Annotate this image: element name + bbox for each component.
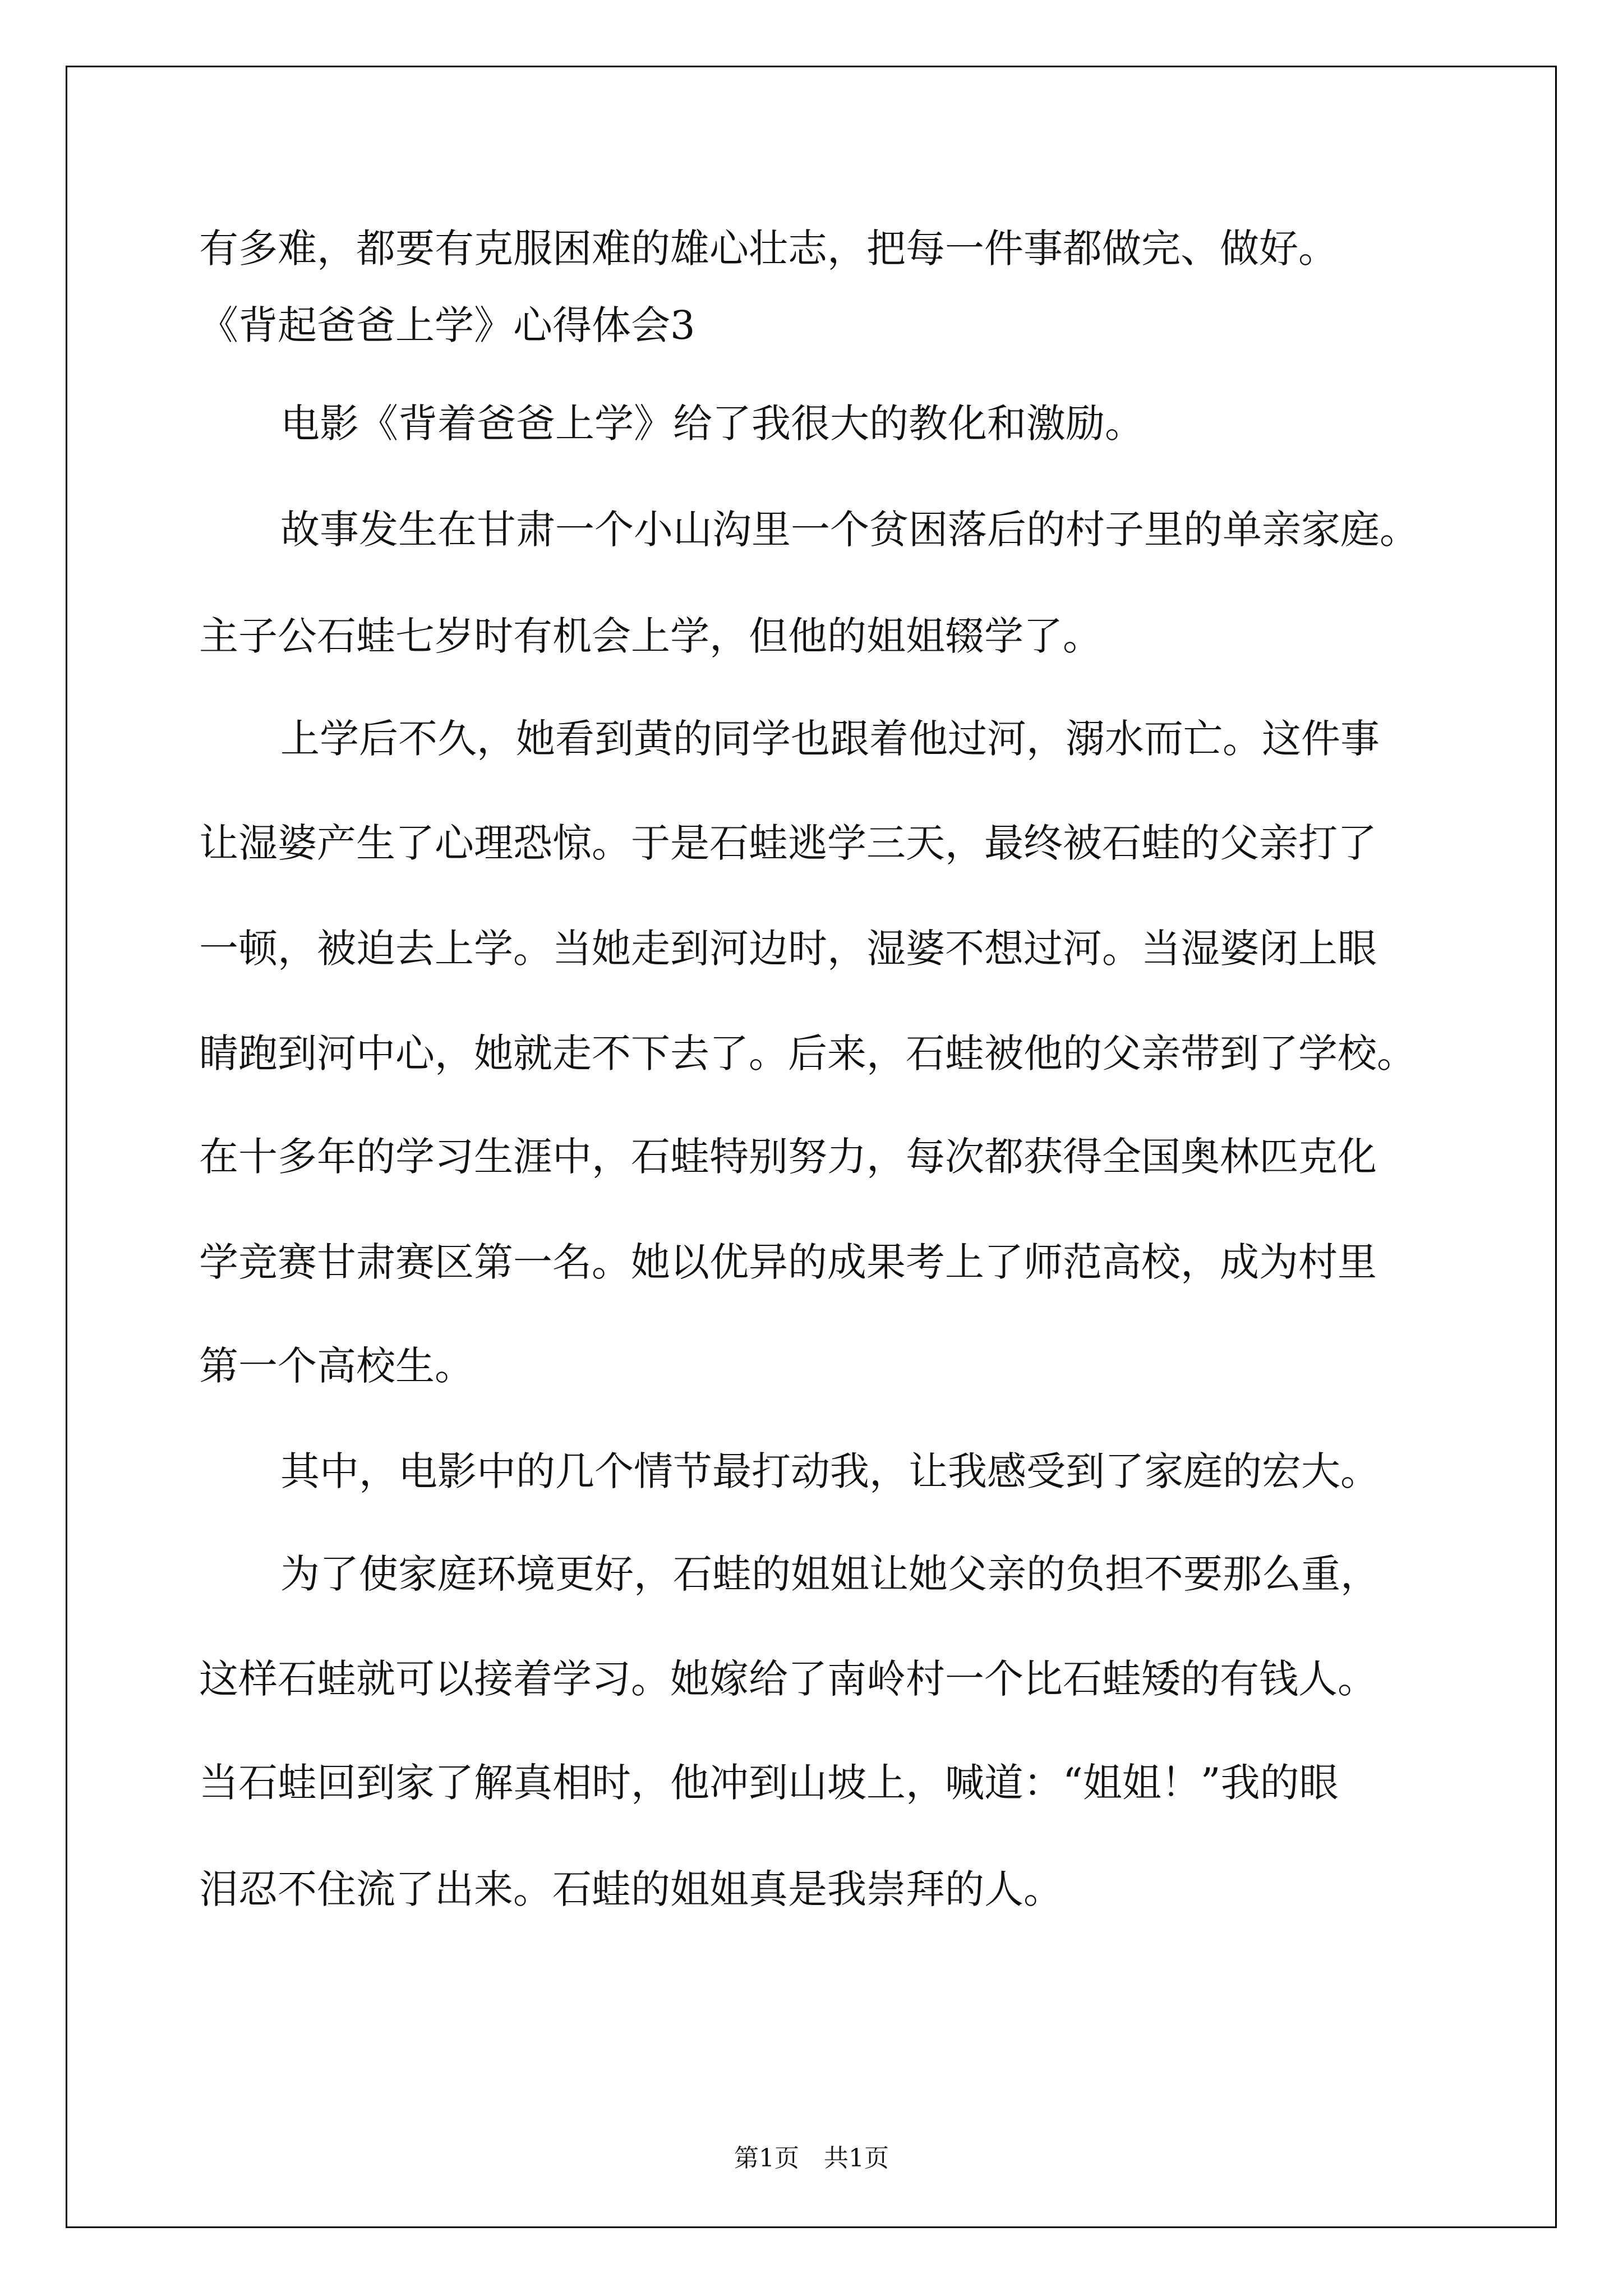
body-line: 有多难，都要有克服困难的雄心壮志，把每一件事都做完、做好。 [199, 226, 1338, 272]
body-line: 在十多年的学习生涯中，石蛙特别努力，每次都获得全国奥林匹克化 [199, 1134, 1377, 1180]
body-line: 当石蛙回到家了解真相时，他冲到山坡上，喊道：“姐姐！”我的眼 [199, 1760, 1339, 1806]
body-line: 其中，电影中的几个情节最打动我，让我感受到了家庭的宏大。 [280, 1448, 1380, 1494]
page-number-footer: 第1页 共1页 [734, 2144, 889, 2173]
body-line: 第一个高校生。 [199, 1343, 474, 1389]
body-line: 上学后不久，她看到黄的同学也跟着他过河，溺水而亡。这件事 [280, 716, 1380, 762]
body-line: 学竞赛甘肃赛区第一名。她以优异的成果考上了师范高校，成为村里 [199, 1239, 1377, 1285]
section-title: 《背起爸爸上学》心得体会3 [199, 302, 695, 348]
body-line: 一顿，被迫去上学。当她走到河边时，湿婆不想过河。当湿婆闭上眼 [199, 926, 1377, 972]
body-line: 故事发生在甘肃一个小山沟里一个贫困落后的村子里的单亲家庭。 [280, 507, 1419, 553]
body-line: 主子公石蛙七岁时有机会上学，但他的姐姐辍学了。 [199, 613, 1102, 659]
body-line: 泪忍不住流了出来。石蛙的姐姐真是我崇拜的人。 [199, 1866, 1063, 1912]
body-line: 电影《背着爸爸上学》给了我很大的教化和激励。 [280, 401, 1144, 447]
body-line: 为了使家庭环境更好，石蛙的姐姐让她父亲的负担不要那么重， [280, 1551, 1380, 1597]
body-line: 这样石蛙就可以接着学习。她嫁给了南岭村一个比石蛙矮的有钱人。 [199, 1656, 1377, 1702]
body-line: 让湿婆产生了心理恐惊。于是石蛙逃学三天，最终被石蛙的父亲打了 [199, 820, 1377, 866]
body-line: 睛跑到河中心，她就走不下去了。后来，石蛙被他的父亲带到了学校。 [199, 1030, 1416, 1076]
